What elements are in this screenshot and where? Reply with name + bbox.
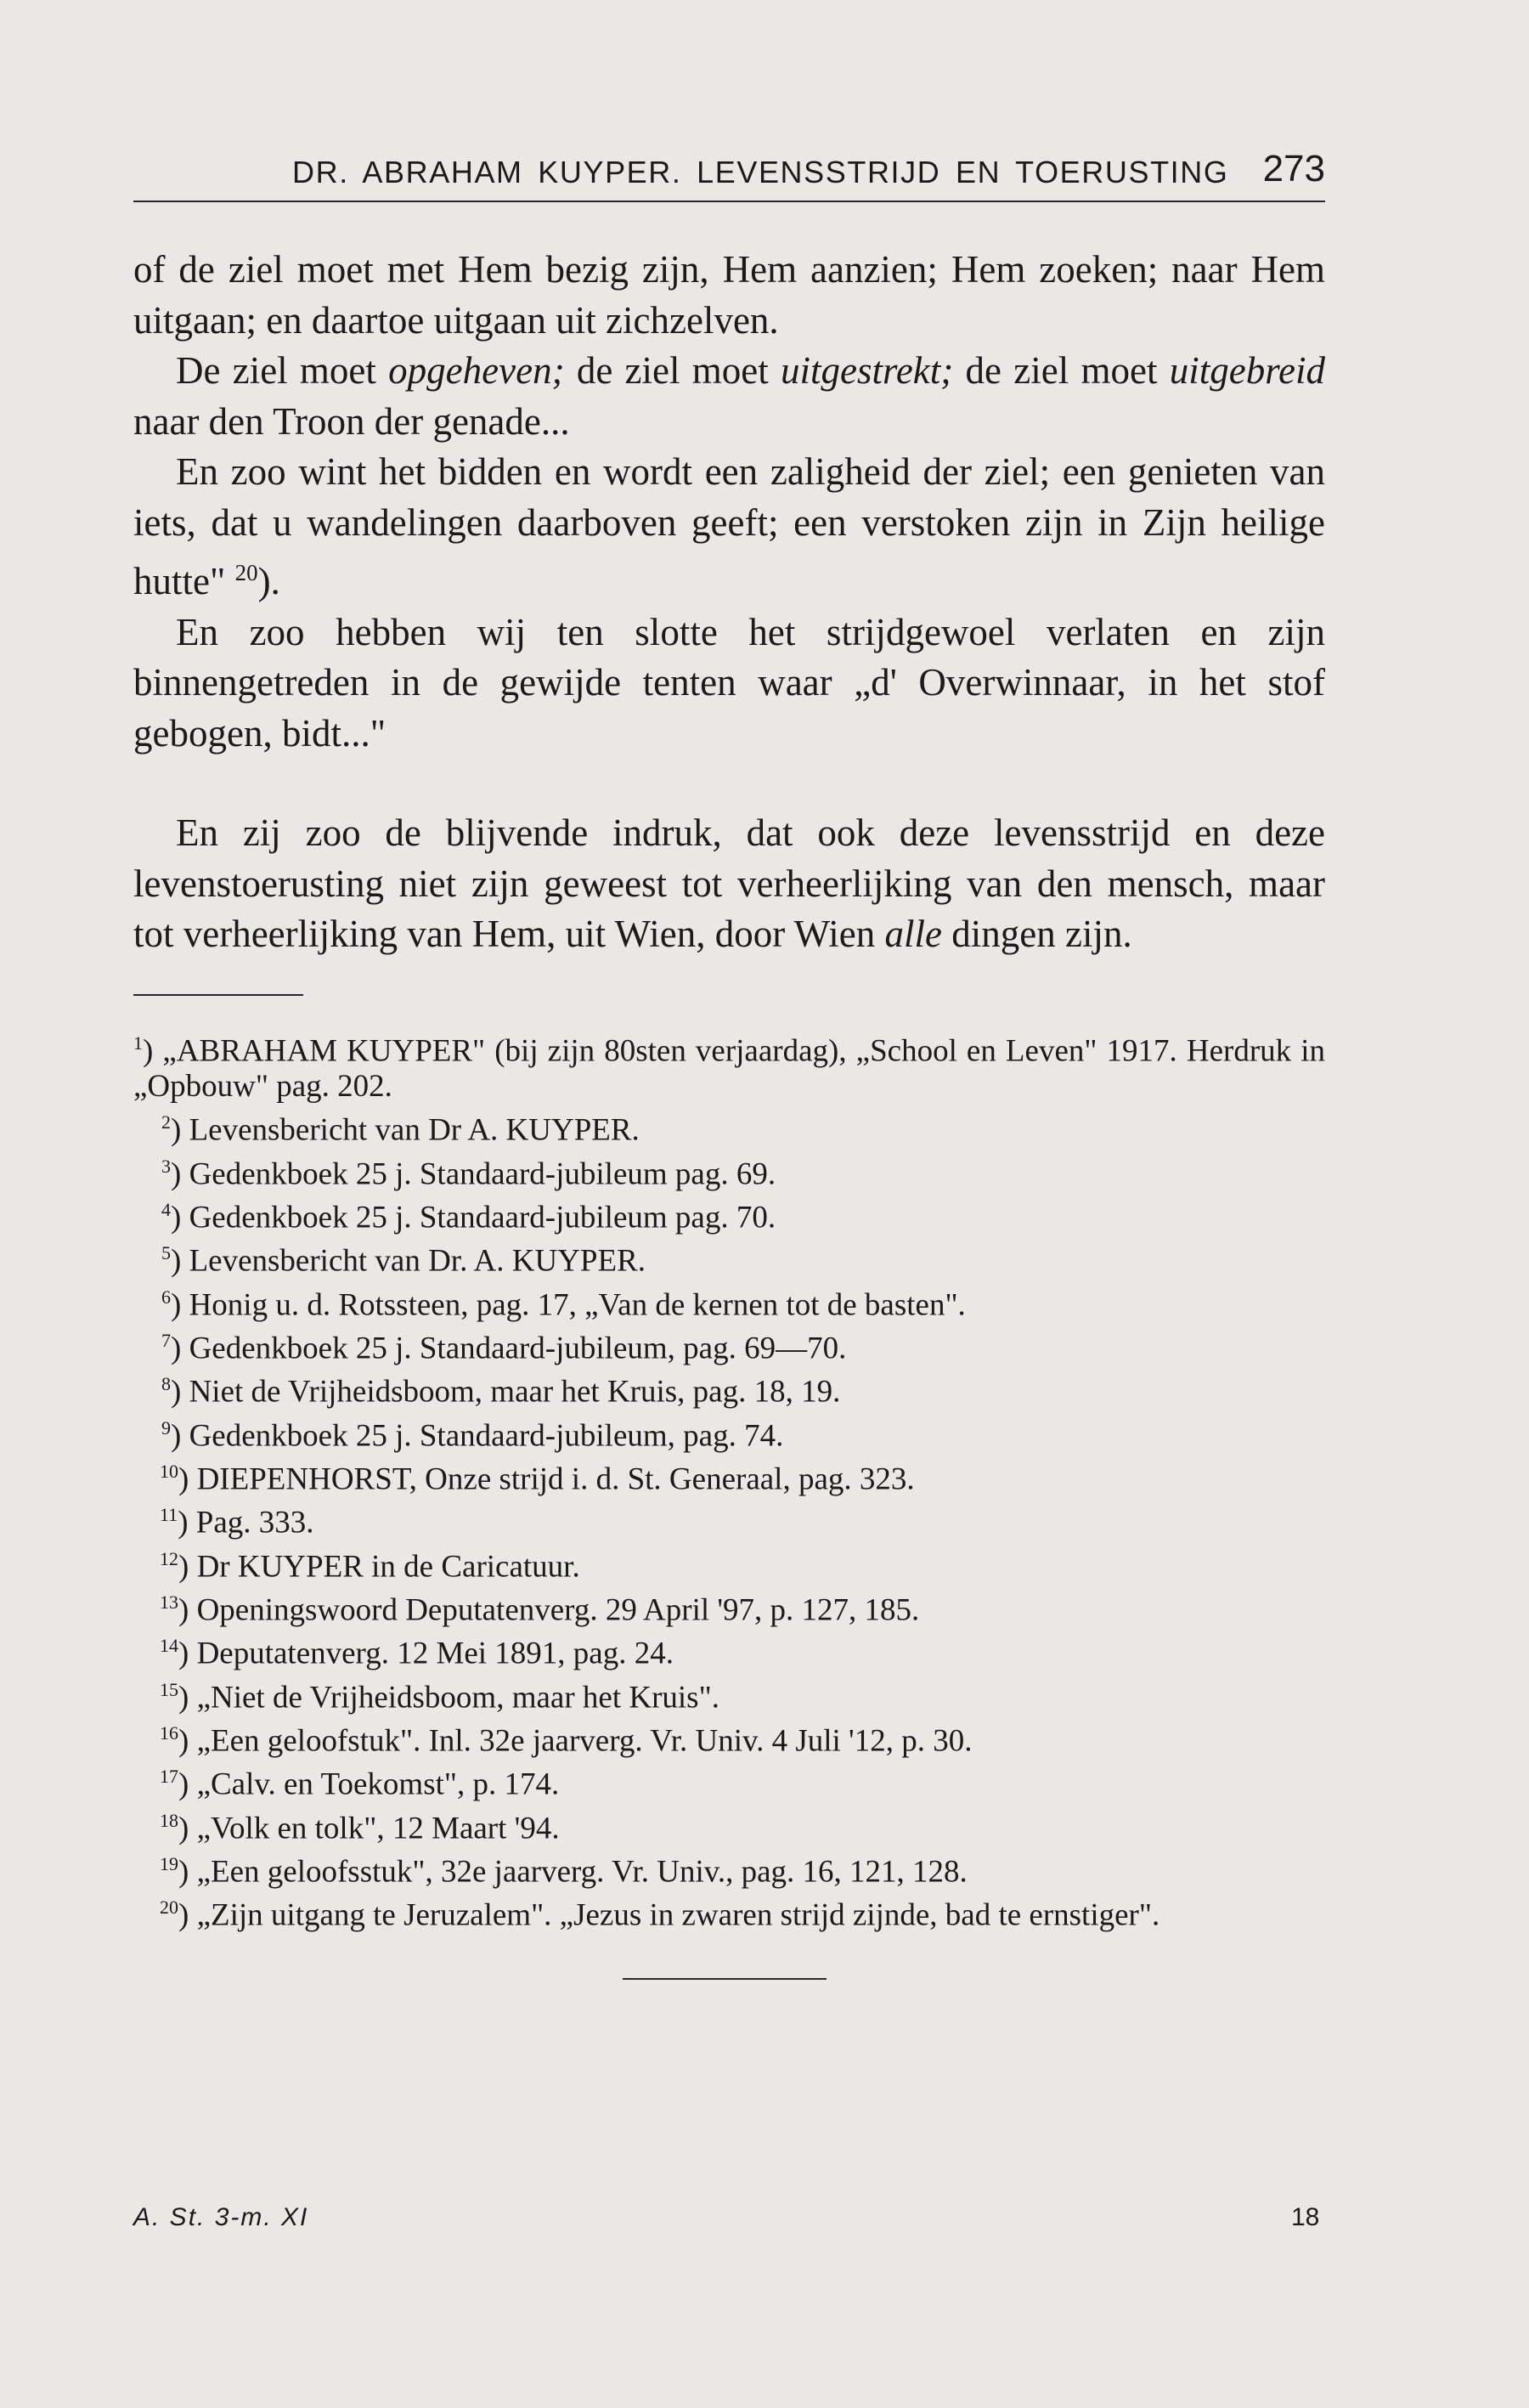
footnote-text: Dr KUYPER in de Caricatuur. [196, 1548, 580, 1584]
footnote: $^9$) Gedenkboek 25 j. Standaard-jubileum, pag. 74. [161, 1416, 784, 1453]
footnote-text: Gedenkboek 25 j. Standaard-jubileum pag. 70. [189, 1200, 776, 1235]
p2-italic-3: uitgebreid [1169, 349, 1326, 392]
running-head [133, 144, 1325, 195]
footnote: $^{15}$) „Niet de Vrijheidsboom, maar het Kruis". [160, 1678, 719, 1715]
p3-footnote-ref: 20 [234, 560, 258, 585]
footnote-number: 7 [161, 1329, 171, 1351]
footnote-number: 12 [160, 1547, 178, 1569]
footnote-text: „Niet de Vrijheidsboom, maar het Kruis". [196, 1679, 719, 1715]
footnotes [133, 1026, 1325, 1934]
paragraph-2 [133, 346, 1325, 447]
footnote-number: 11 [160, 1504, 178, 1526]
footnote-text: Gedenkboek 25 j. Standaard-jubileum, pag. 69—70. [189, 1331, 847, 1366]
footnote-text: „Een geloofsstuk", 32e jaarverg. Vr. Univ., pag. 16, 121, 128. [196, 1854, 968, 1890]
footnote-text: Gedenkboek 25 j. Standaard-jubileum, pag. 74. [189, 1417, 784, 1453]
footnote: $^4$) Gedenkboek 25 j. Standaard-jubileum pag. 70. [161, 1198, 776, 1235]
footnote-number: 1 [133, 1032, 143, 1054]
footnote-text: „Volk en tolk", 12 Maart '94. [196, 1810, 560, 1846]
p5-tail: dingen zijn. [942, 913, 1132, 955]
footnote-text: Deputatenverg. 12 Mei 1891, pag. 24. [196, 1636, 674, 1671]
footnote-text: „ABRAHAM KUYPER" (bij zijn 80sten verjaardag), „School en Leven" 1917. Herdruk in „Opbouw" pag. 202. [133, 1033, 1325, 1105]
footnote: $^{20}$) „Zijn uitgang te Jeruzalem". „Jezus in zwaren strijd zijnde, bad te ernstiger". [160, 1896, 1160, 1933]
footnote-number: 2 [161, 1111, 171, 1133]
paragraph-1: of de ziel moet met Hem bezig zijn, Hem aanzien; Hem zoeken; naar Hem uitgaan; en daartoe uitgaan uit zichzelven. [133, 248, 1325, 342]
footnote-text: „Een geloofstuk". Inl. 32e jaarverg. Vr. Univ. 4 Juli '12, p. 30. [196, 1723, 973, 1759]
body-text [133, 245, 1325, 960]
p3-tail: ). [257, 560, 280, 602]
paragraph-3 [133, 447, 1325, 608]
footnote-text: Levensbericht van Dr A. KUYPER. [189, 1112, 640, 1148]
footnote-text: „Zijn uitgang te Jeruzalem". „Jezus in zwaren strijd zijnde, bad te ernstiger". [196, 1897, 1160, 1933]
footnote-number: 4 [161, 1198, 171, 1220]
p3-text: En zoo wint het bidden en wordt een zaligheid der ziel; een genieten van iets, dat u wandelingen daarboven geeft; een verstoken zijn in Zijn heilige hutte" [133, 450, 1325, 602]
footnote-number: 9 [161, 1416, 171, 1439]
footnote-rule [133, 994, 303, 996]
page-number: 273 [1262, 148, 1325, 189]
p2-text-2: de ziel moet [564, 349, 781, 392]
footnote-number: 18 [160, 1809, 178, 1831]
footnote: $^{18}$) „Volk en tolk", 12 Maart '94. [160, 1809, 560, 1846]
footnote: $^{11}$) Pag. 333. [160, 1504, 314, 1540]
footnote-text: DIEPENHORST, Onze strijd i. d. St. Generaal, pag. 323. [196, 1461, 915, 1497]
footnote-number: 19 [160, 1852, 178, 1874]
footnote-number: 10 [160, 1460, 178, 1482]
footnote: $^{10}$) DIEPENHORST, Onze strijd i. d. St. Generaal, pag. 323. [160, 1460, 915, 1497]
footnote: $^{19}$) „Een geloofsstuk", 32e jaarverg. Vr. Univ., pag. 16, 121, 128. [160, 1852, 968, 1890]
footnote: $^8$) Niet de Vrijheidsboom, maar het Kruis, pag. 18, 19. [161, 1373, 841, 1410]
end-rule [623, 1978, 827, 1980]
printer-signature: A. St. 3-m. XI [133, 2203, 309, 2231]
footnote: $^{12}$) Dr KUYPER in de Caricatuur. [160, 1547, 580, 1584]
footnote-text: Honig u. d. Rotssteen, pag. 17, „Van de kernen tot de basten". [189, 1286, 966, 1322]
footnote-number: 20 [160, 1896, 178, 1919]
footnote-text: Pag. 333. [195, 1505, 314, 1540]
footnote-number: 8 [161, 1373, 171, 1395]
footnote-text: Niet de Vrijheidsboom, maar het Kruis, pag. 18, 19. [189, 1374, 841, 1410]
footnote: $^{14}$) Deputatenverg. 12 Mei 1891, pag. 24. [160, 1635, 674, 1671]
p2-text-3: de ziel moet [953, 349, 1170, 392]
footnote-number: 3 [161, 1155, 171, 1177]
p2-italic-1: opgeheven; [388, 349, 565, 392]
p5-text: En zij zoo de blijvende indruk, dat ook deze levensstrijd en deze levenstoerusting niet zijn geweest tot verheerlijking van den mensch, maar tot verheerlijking van Hem, uit Wien, door Wien [133, 811, 1325, 955]
footnote: $^1$) „ABRAHAM KUYPER" (bij zijn 80sten verjaardag), „School en Leven" 1917. Herdruk in „Opbouw" pag. 202. [133, 1032, 1325, 1105]
footnote-number: 14 [160, 1635, 178, 1657]
p2-text-4: naar den Troon der genade... [133, 399, 570, 443]
footnote: $^{13}$) Openingswoord Deputatenverg. 29 April '97, p. 127, 185. [160, 1591, 920, 1628]
footnote-number: 17 [160, 1766, 178, 1788]
footnote: $^{17}$) „Calv. en Toekomst", p. 174. [160, 1766, 560, 1802]
footnote-text: Gedenkboek 25 j. Standaard-jubileum pag. 69. [189, 1156, 776, 1191]
p2-italic-2: uitgestrekt; [781, 349, 954, 392]
footnote-text: „Calv. en Toekomst", p. 174. [196, 1766, 560, 1802]
footnote-number: 16 [160, 1721, 178, 1744]
footnote: $^7$) Gedenkboek 25 j. Standaard-jubileum, pag. 69—70. [161, 1329, 847, 1366]
running-title: DR. ABRAHAM KUYPER. LEVENSSTRIJD EN TOERUSTING [292, 155, 1229, 189]
footnote: $^{16}$) „Een geloofstuk". Inl. 32e jaarverg. Vr. Univ. 4 Juli '12, p. 30. [160, 1721, 973, 1759]
footnote: $^5$) Levensbericht van Dr. A. KUYPER. [161, 1242, 646, 1279]
paragraph-4: En zoo hebben wij ten slotte het strijdgewoel verlaten en zijn binnengetreden in de gewijde tenten waar „d' Overwinnaar, in het stof gebogen, bidt..." [133, 610, 1325, 755]
p5-italic: alle [884, 913, 942, 955]
header-rule [133, 201, 1325, 202]
footnote-number: 15 [160, 1678, 178, 1700]
footnote-number: 13 [160, 1591, 178, 1613]
footnote-number: 6 [161, 1286, 171, 1308]
footnote: $^6$) Honig u. d. Rotssteen, pag. 17, „Van de kernen tot de basten". [161, 1286, 966, 1322]
footnote: $^3$) Gedenkboek 25 j. Standaard-jubileum pag. 69. [161, 1155, 776, 1191]
sheet-number: 18 [1291, 2203, 1320, 2231]
footnote: $^2$) Levensbericht van Dr A. KUYPER. [161, 1111, 640, 1148]
footnote-text: Openingswoord Deputatenverg. 29 April '97, p. 127, 185. [196, 1592, 920, 1628]
footnote-text: Levensbericht van Dr. A. KUYPER. [189, 1243, 646, 1279]
footnote-number: 5 [161, 1242, 171, 1264]
paragraph-5 [133, 808, 1325, 960]
p2-text-1: De ziel moet [176, 349, 389, 392]
